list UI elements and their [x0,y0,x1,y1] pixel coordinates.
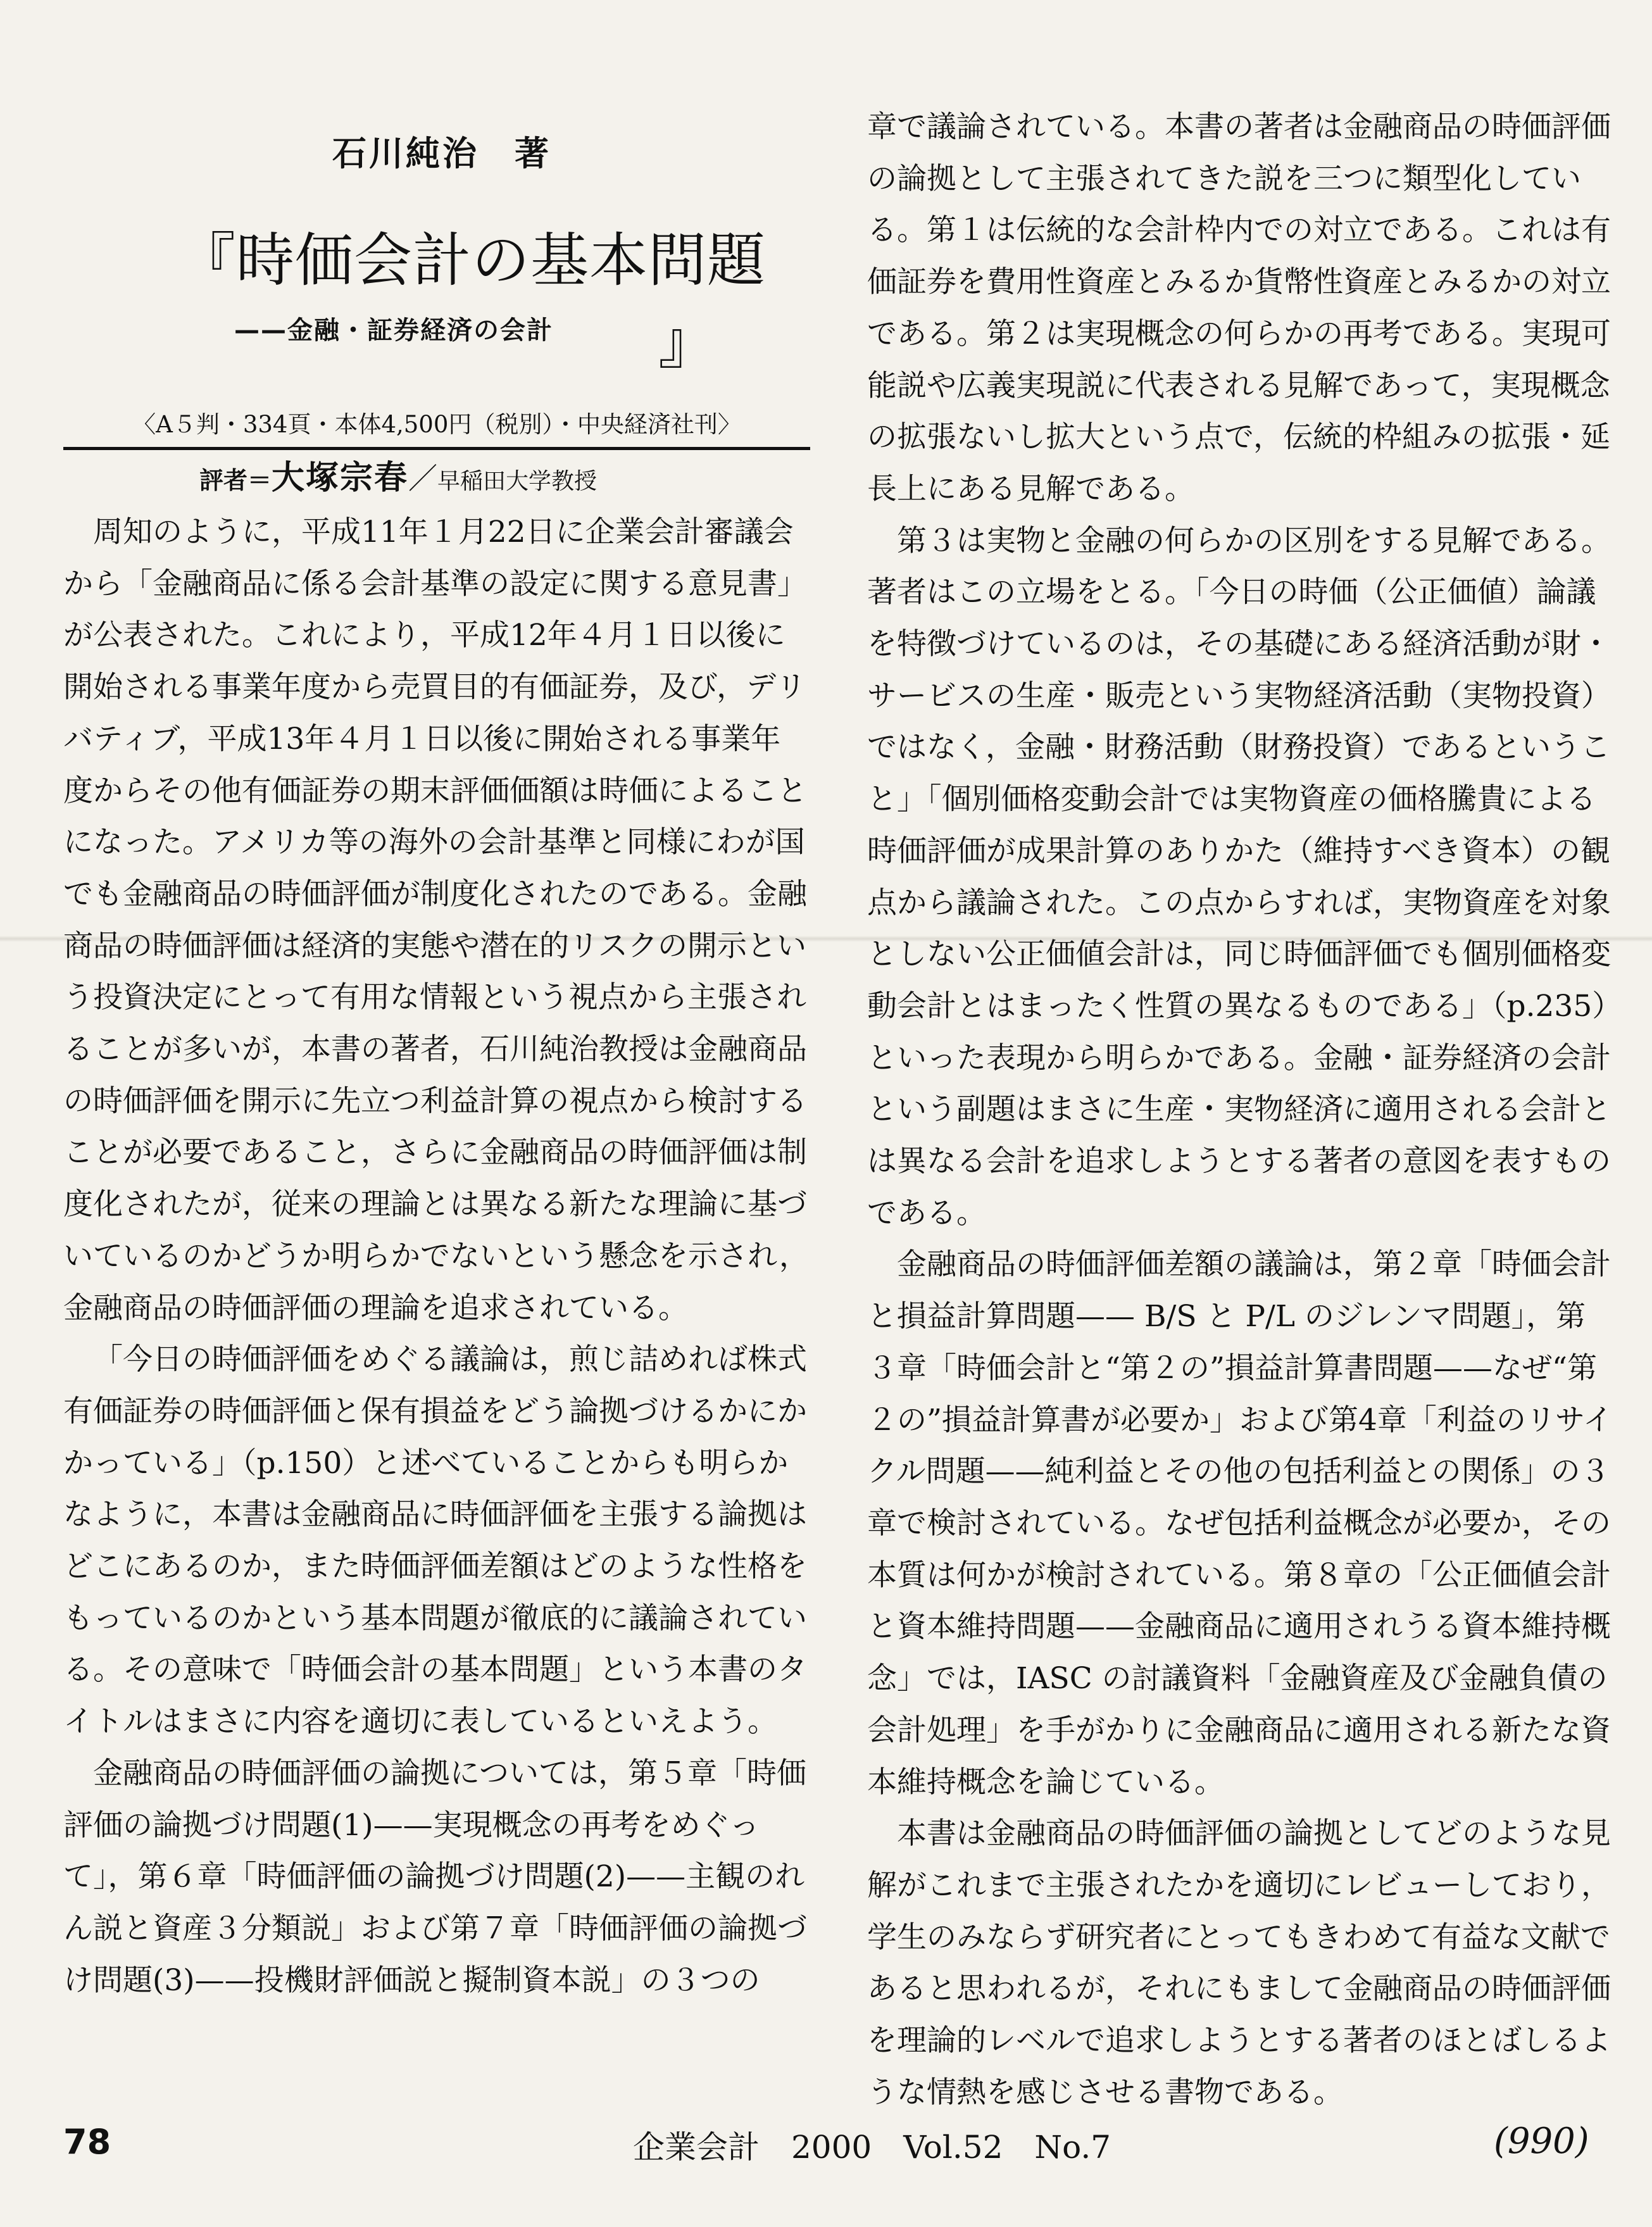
left-column [63,506,810,2006]
title-close-bracket: 』 [658,309,717,377]
page-number: 78 [63,2122,111,2162]
book-subtitle: ——金融・証券経済の会計 [234,316,553,345]
author-name: 石川純治 [332,134,479,173]
right-column [867,101,1614,2118]
reviewer-slash: ／ [408,461,438,496]
left-paragraph-3: 金融商品の時価評価の論拠については，第５章「時価評価の論拠づけ問題(1)——実現概念の再考をめぐって」，第６章「時価評価の論拠づけ問題(2)——主観のれん説と資産３分類説」および第７章「時価評価の論拠づけ問題(3)——投機財評価説と擬制資本説」の３つの [63,1755,807,1998]
reviewer-label: 評者＝ [199,467,272,494]
left-paragraph-1: 周知のように，平成11年１月22日に企業会計審議会から「金融商品に係る会計基準の設定に関する意見書」が公表された。これにより，平成12年４月１日以後に開始される事業年度から売買目的有価証券，及び，デリバティブ，平成13年４月１日以後に開始される事業年度からその他有価証券の期末評価価額は時価によることになった。アメリカ等の海外の会計基準と同様にわが国でも金融商品の時価評価が制度化されたのである。金融商品の時価評価は経済的実態や潜在的リスクの開示という投資決定にとって有用な情報という視点から主張されることが多いが，本書の著者，石川純治教授は金融商品の時価評価を開示に先立つ利益計算の視点から検討することが必要であること，さらに金融商品の時価評価は制度化されたが，従来の理論とは異なる新たな理論に基づいているのかどうか明らかでないという懸念を示され，金融商品の時価評価の理論を追求されている。 [63,515,809,1326]
author-suffix: 著 [515,134,551,173]
reviewer-name: 大塚宗春 [272,459,409,497]
book-title: 『時価会計の基本問題 [177,227,767,294]
reviewer-affiliation: 早稲田大学教授 [437,468,598,494]
book-info: 〈A５判・334頁・本体4,500円（税別）・中央経済社刊〉 [132,411,741,438]
journal-citation: 企業会計 2000 Vol.52 No.7 [633,2129,1111,2166]
right-paragraph-1: 章で議論されている。本書の著者は金融商品の時価評価の論拠として主張されてきた説を三つに類型化している。第１は伝統的な会計枠内での対立である。これは有価証券を費用性資産とみるか貨幣性資産とみるかの対立である。第２は実現概念の何らかの再考である。実現可能説や広義実現説に代表される見解であって，実現概念の拡張ないし拡大という点で，伝統的枠組みの拡張・延長上にある見解である。 [867,110,1611,506]
left-paragraph-2: 「今日の時価評価をめぐる議論は，煎じ詰めれば株式有価証券の時価評価と保有損益をどう論拠づけるかにかかっている」（p.150）と述べていることからも明らかなように，本書は金融商品に時価評価を主張する論拠はどこにあるのか，また時価評価差額はどのような性格をもっているのかという基本問題が徹底的に議論されている。その意味で「時価会計の基本問題」という本書のタイトルはまさに内容を適切に表しているといえよう。 [63,1342,807,1740]
right-paragraph-2: 第３は実物と金融の何らかの区別をする見解である。著者はこの立場をとる。「今日の時価（公正価値）論議を特徴づけているのは，その基礎にある経済活動が財・サービスの生産・販売という実物経済活動（実物投資）ではなく，金融・財務活動（財務投資）であるということ」「個別価格変動会計では実物資産の価格騰貴による時価評価が成果計算のありかた（維持すべき資本）の観点から議論された。この点からすれば，実物資産を対象としない公正価値会計は，同じ時価評価でも個別価格変動会計とはまったく性質の異なるものである」（p.235）といった表現から明らかである。金融・証券経済の会計という副題はまさに生産・実物経済に適用される会計とは異なる会計を追求しようとする著者の意図を表すものである。 [867,523,1611,1231]
serial-page-number: (990) [1494,2121,1589,2162]
right-paragraph-3: 金融商品の時価評価差額の議論は，第２章「時価会計と損益計算問題—— B/S と P/L のジレンマ問題」，第３章「時価会計と“第２の”損益計算書問題——なぜ“第２の”損益計算書が必要か」および第4章「利益のリサイクル問題——純利益とその他の包括利益との関係」の３章で検討されている。なぜ包括利益概念が必要か，その本質は何かが検討されている。第８章の「公正価値会計と資本維持問題——金融商品に適用されうる資本維持概念」では，IASC の討議資料「金融資産及び金融負債の会計処理」を手がかりに金融商品に適用される新たな資本維持概念を論じている。 [867,1247,1613,1800]
reviewer-line [199,451,597,498]
header-rule [63,447,810,450]
author-line [332,127,551,175]
right-paragraph-4: 本書は金融商品の時価評価の論拠としてどのような見解がこれまで主張されたかを適切にレビューしており，学生のみならず研究者にとってもきわめて有益な文献であると思われるが，それにもまして金融商品の時価評価を理論的レベルで追求しようとする著者のほとばしるような情熱を感じさせる書物である。 [867,1816,1611,2110]
